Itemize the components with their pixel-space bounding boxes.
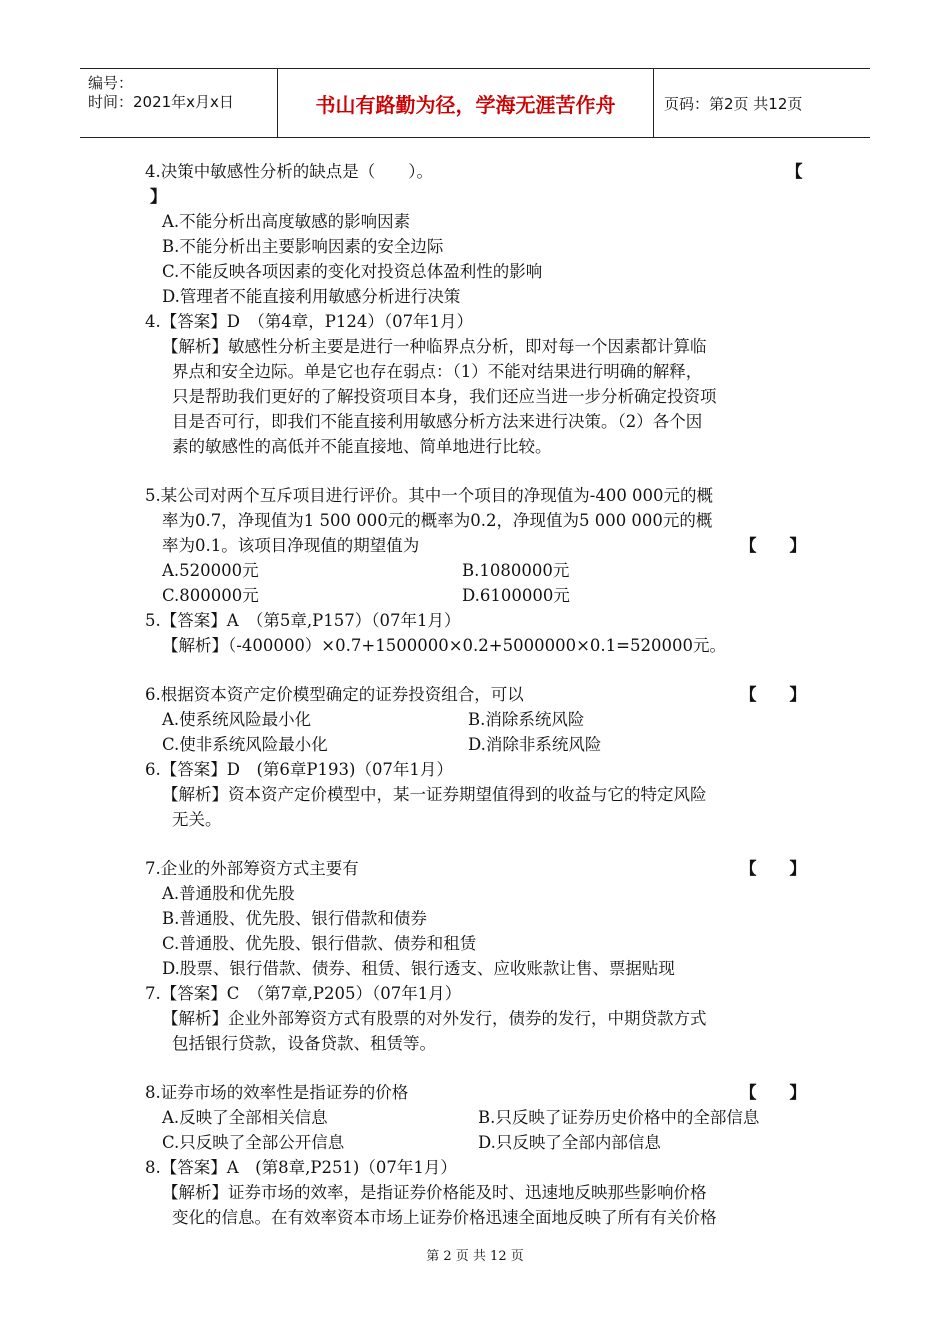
question-8-answer: 8.【答案】A (第8章,P251)（07年1月） <box>145 1158 457 1177</box>
question-5-option-a: A.520000元 <box>162 561 259 580</box>
question-6-option-a: A.使系统风险最小化 <box>162 710 312 729</box>
question-5-option-c: C.800000元 <box>162 586 259 605</box>
question-6-analysis-line: 无关。 <box>172 810 222 829</box>
question-5-stem: 5.某公司对两个互斥项目进行评价。其中一个项目的净现值为-400 000元的概 <box>145 486 714 505</box>
question-4-analysis-line: 【解析】敏感性分析主要是进行一种临界点分析，即对每一个因素都计算临 <box>162 337 707 356</box>
question-8-bracket: 【 】 <box>740 1083 806 1102</box>
question-7-analysis-line: 包括银行贷款，设备贷款、租赁等。 <box>172 1034 436 1053</box>
question-5-option-b: B.1080000元 <box>462 561 570 580</box>
question-6-option-d: D.消除非系统风险 <box>468 735 602 754</box>
question-7-analysis-line: 【解析】企业外部筹资方式有股票的对外发行，债券的发行，中期贷款方式 <box>162 1009 707 1028</box>
question-6-answer: 6.【答案】D (第6章P193)（07年1月） <box>145 760 453 779</box>
question-7-option-b: B.普通股、优先股、银行借款和债券 <box>162 909 427 928</box>
question-7-option-a: A.普通股和优先股 <box>162 884 295 903</box>
question-7-stem: 7.企业的外部筹资方式主要有 <box>145 859 359 878</box>
header-info-cell <box>80 69 278 137</box>
question-8-option-c: C.只反映了全部公开信息 <box>162 1133 345 1152</box>
question-5-stem: 率为0.1。该项目净现值的期望值为 <box>162 536 420 555</box>
question-4-analysis-line: 界点和安全边际。单是它也存在弱点：（1）不能对结果进行明确的解释， <box>172 362 703 381</box>
question-7-option-d: D.股票、银行借款、债券、租赁、银行透支、应收账款让售、票据贴现 <box>162 959 675 978</box>
header-page-number: 页码：第2页 共12页 <box>664 94 803 113</box>
question-4-stem: 4.决策中敏感性分析的缺点是（ ）。 <box>145 162 433 181</box>
question-4-option-a: A.不能分析出高度敏感的影响因素 <box>162 212 411 231</box>
question-6-option-b: B.消除系统风险 <box>468 710 585 729</box>
question-8-analysis-line: 【解析】证券市场的效率，是指证券价格能及时、迅速地反映那些影响价格 <box>162 1183 707 1202</box>
question-8-analysis-line: 变化的信息。在有效率资本市场上证券价格迅速全面地反映了所有有关价格 <box>172 1208 717 1227</box>
question-5-stem: 率为0.7，净现值为1 500 000元的概率为0.2，净现值为5 000 000元的概 <box>162 511 713 530</box>
document-number: 编号： <box>88 74 134 92</box>
question-5-analysis-line: 【解析】（-400000）×0.7+1500000×0.2+5000000×0.1=520000元。 <box>162 636 726 655</box>
question-4-analysis-line: 素的敏感性的高低并不能直接地、简单地进行比较。 <box>172 437 552 456</box>
question-7-bracket: 【 】 <box>740 859 806 878</box>
page-footer: 第 2 页 共 12 页 <box>426 1249 524 1264</box>
question-7-answer: 7.【答案】C （第7章,P205）（07年1月） <box>145 984 462 1003</box>
question-5-option-d: D.6100000元 <box>462 586 570 605</box>
header-motto: 书山有路勤为径，学海无涯苦作舟 <box>278 69 654 137</box>
question-5-answer: 5.【答案】A （第5章,P157）（07年1月） <box>145 611 461 630</box>
question-4-analysis-line: 目是否可行，即我们不能直接利用敏感分析方法来进行决策。（2）各个因 <box>172 412 703 431</box>
question-6-stem: 6.根据资本资产定价模型确定的证券投资组合，可以 <box>145 685 524 704</box>
question-8-option-b: B.只反映了证券历史价格中的全部信息 <box>478 1108 760 1127</box>
question-7-option-c: C.普通股、优先股、银行借款、债券和租赁 <box>162 934 477 953</box>
question-6-option-c: C.使非系统风险最小化 <box>162 735 328 754</box>
page-header <box>80 68 870 138</box>
document-date: 时间：2021年x月x日 <box>88 93 234 111</box>
question-4-option-d: D.管理者不能直接利用敏感分析进行决策 <box>162 287 461 306</box>
question-4-analysis-line: 只是帮助我们更好的了解投资项目本身，我们还应当进一步分析确定投资项 <box>172 387 717 406</box>
question-4-option-c: C.不能反映各项因素的变化对投资总体盈利性的影响 <box>162 262 543 281</box>
question-6-analysis-line: 【解析】资本资产定价模型中，某一证券期望值得到的收益与它的特定风险 <box>162 785 707 804</box>
question-4-option-b: B.不能分析出主要影响因素的安全边际 <box>162 237 444 256</box>
question-8-option-a: A.反映了全部相关信息 <box>162 1108 328 1127</box>
question-4-bracket-open: 【 <box>786 162 803 181</box>
question-8-stem: 8.证券市场的效率性是指证券的价格 <box>145 1083 409 1102</box>
question-4-bracket-close: 】 <box>150 187 167 206</box>
question-8-option-d: D.只反映了全部内部信息 <box>478 1133 661 1152</box>
question-5-bracket: 【 】 <box>740 536 806 555</box>
question-4-answer: 4.【答案】D （第4章，P124）（07年1月） <box>145 312 474 331</box>
question-6-bracket: 【 】 <box>740 685 806 704</box>
